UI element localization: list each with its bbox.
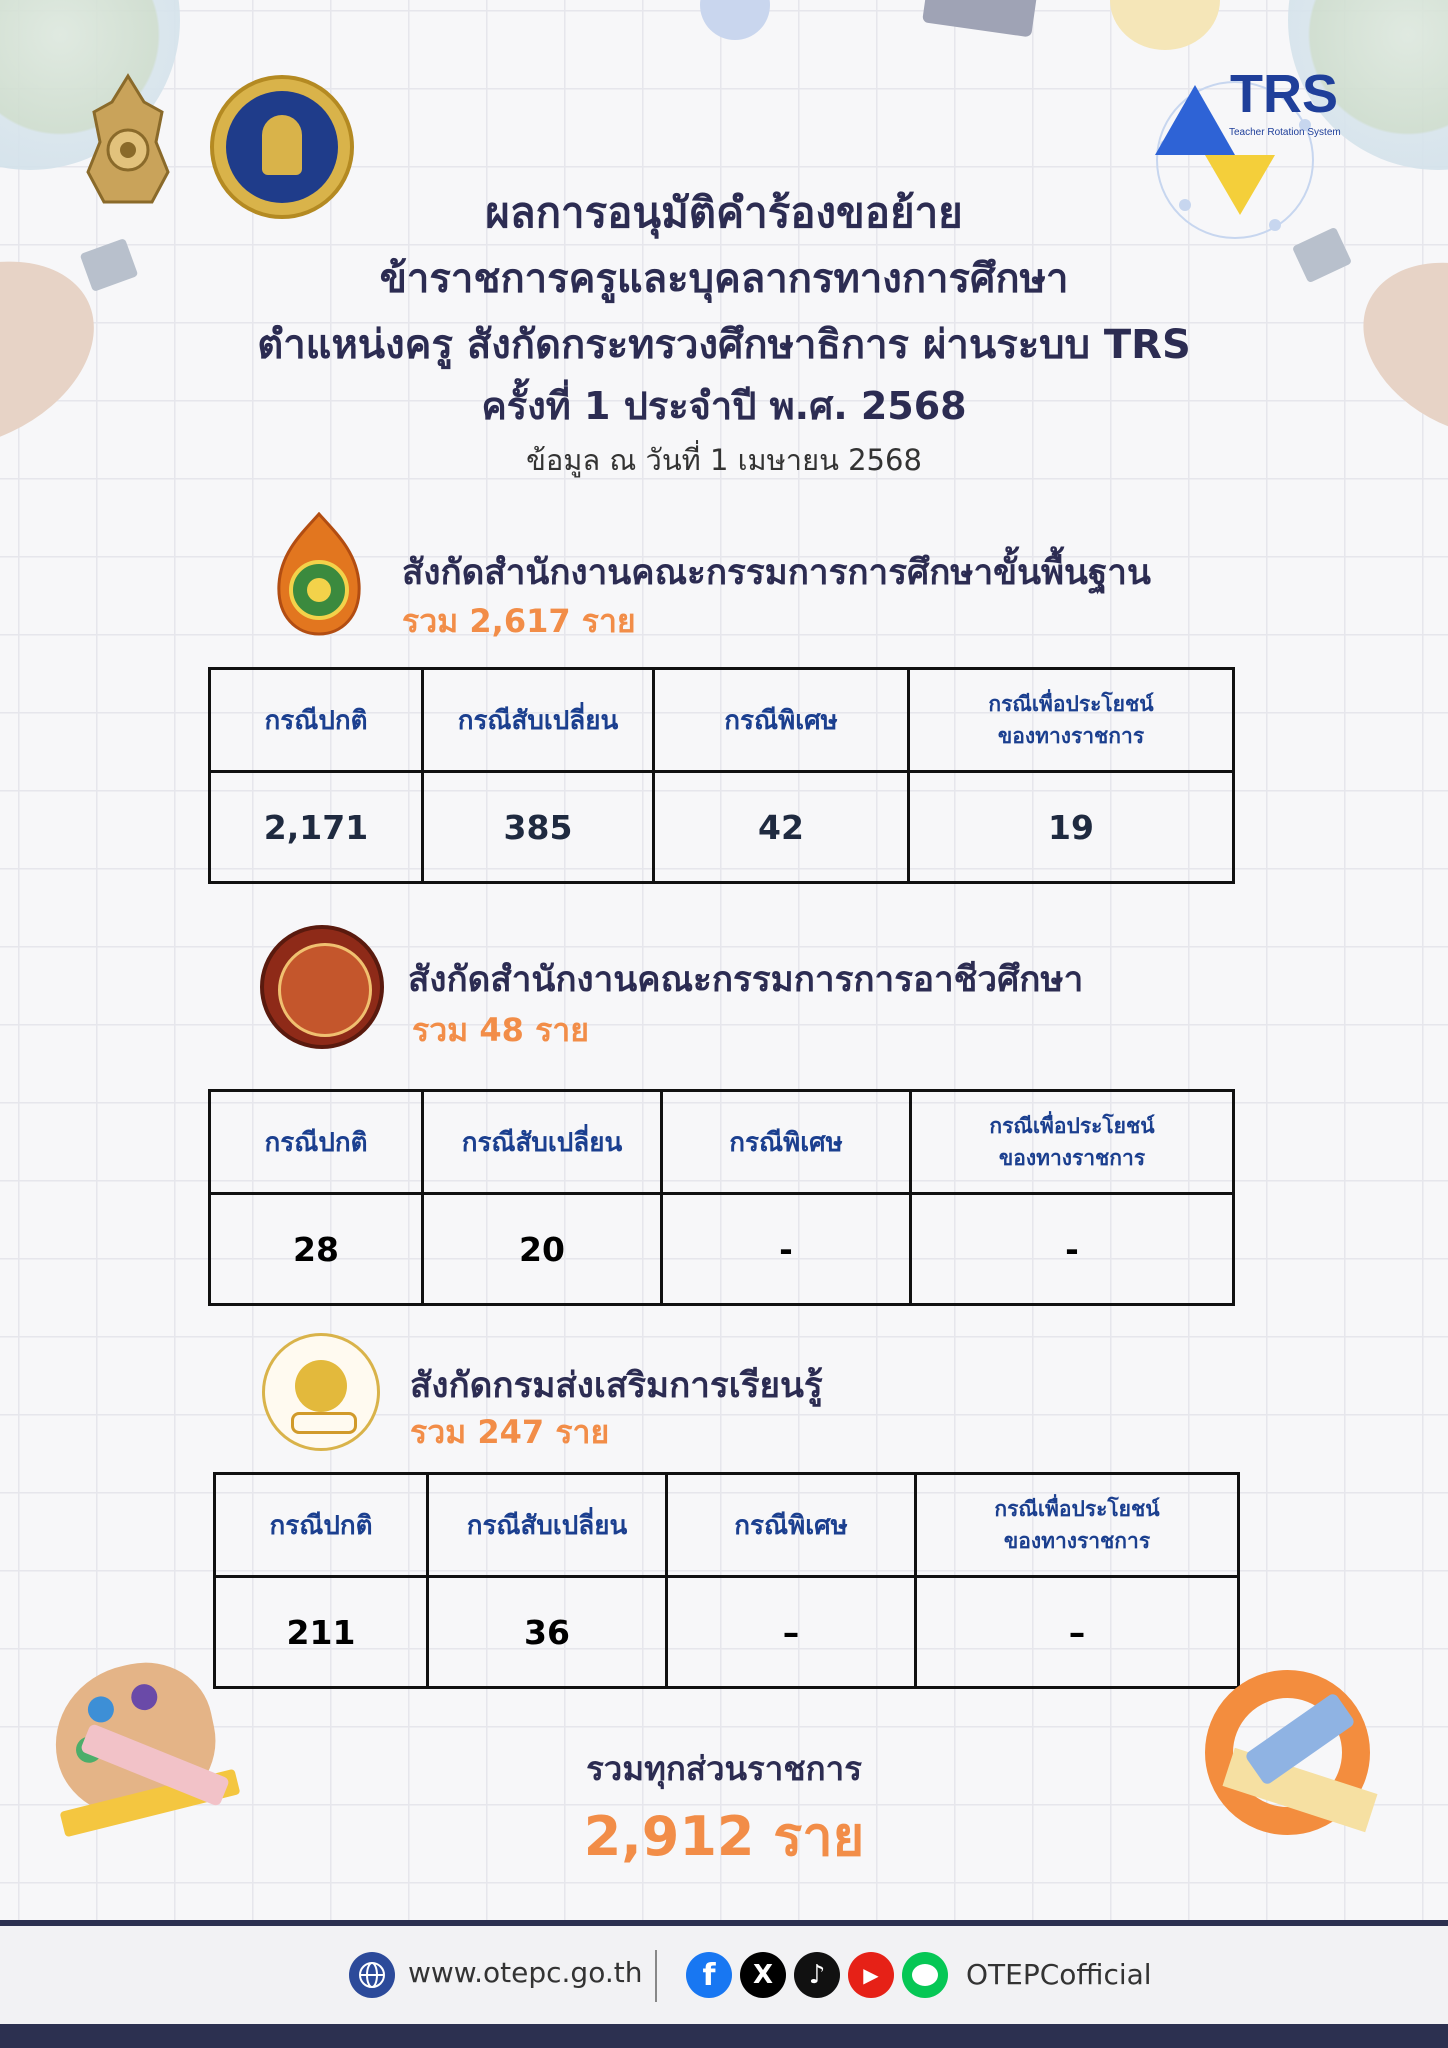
col-header-benefit: กรณีเพื่อประโยชน์ ของทางราชการ — [909, 669, 1234, 772]
value-normal: 2,171 — [210, 772, 423, 883]
social-handle[interactable]: OTEPCofficial — [966, 1958, 1152, 1991]
value-benefit: 19 — [909, 772, 1234, 883]
footer-bottom-bar — [0, 2024, 1448, 2048]
trs-logo-subtitle: Teacher Rotation System — [1229, 127, 1341, 138]
title-line-3: ตำแหน่งครู สังกัดกระทรวงศึกษาธิการ ผ่านระบบ TRS — [257, 322, 1191, 368]
col-header-special: กรณีพิเศษ — [654, 669, 909, 772]
footer-divider — [655, 1950, 657, 2002]
col-header-benefit: กรณีเพื่อประโยชน์ ของทางราชการ — [911, 1091, 1234, 1194]
col-header-benefit: กรณีเพื่อประโยชน์ ของทางราชการ — [916, 1474, 1239, 1577]
section-3-table — [213, 1472, 1240, 1689]
section-3-name: สังกัดกรมส่งเสริมการเรียนรู้ — [410, 1366, 823, 1406]
grand-total-value: 2,912 ราย — [583, 1805, 865, 1868]
section-1-total: รวม 2,617 ราย — [402, 602, 636, 640]
title-line-1: ผลการอนุมัติคำร้องขอย้าย — [485, 188, 963, 237]
ball-decoration — [700, 0, 770, 40]
col-header-normal: กรณีปกติ — [210, 669, 423, 772]
col-header-swap: กรณีสับเปลี่ยน — [428, 1474, 667, 1577]
value-special: – — [667, 1577, 916, 1688]
section-2-table — [208, 1089, 1235, 1306]
col-header-normal: กรณีปกติ — [215, 1474, 428, 1577]
line-icon[interactable] — [902, 1952, 948, 1998]
value-swap: 385 — [423, 772, 654, 883]
title-line-4: ครั้งที่ 1 ประจำปี พ.ศ. 2568 — [481, 384, 967, 428]
value-swap: 36 — [428, 1577, 667, 1688]
website-link[interactable]: www.otepc.go.th — [408, 1956, 643, 1989]
value-normal: 211 — [215, 1577, 428, 1688]
footer — [0, 1920, 1448, 2030]
vec-emblem-icon — [260, 925, 384, 1049]
value-swap: 20 — [423, 1194, 662, 1305]
col-header-special: กรณีพิเศษ — [667, 1474, 916, 1577]
section-1-table — [208, 667, 1235, 884]
youtube-icon[interactable]: ▶ — [848, 1952, 894, 1998]
facebook-icon[interactable]: f — [686, 1952, 732, 1998]
title-line-2: ข้าราชการครูและบุคลากรทางการศึกษา — [379, 256, 1069, 302]
section-2-name: สังกัดสำนักงานคณะกรรมการการอาชีวศึกษา — [408, 960, 1084, 1000]
data-date-note: ข้อมูล ณ วันที่ 1 เมษายน 2568 — [526, 443, 922, 477]
x-icon[interactable]: X — [740, 1952, 786, 1998]
value-benefit: – — [916, 1577, 1239, 1688]
grand-total-label: รวมทุกส่วนราชการ — [586, 1749, 862, 1788]
value-special: - — [662, 1194, 911, 1305]
page-title — [0, 180, 1448, 486]
col-header-swap: กรณีสับเปลี่ยน — [423, 1091, 662, 1194]
col-header-normal: กรณีปกติ — [210, 1091, 423, 1194]
section-1-name: สังกัดสำนักงานคณะกรรมการการศึกษาขั้นพื้นฐาน — [402, 553, 1151, 593]
tiktok-icon[interactable]: ♪ — [794, 1952, 840, 1998]
globe-icon — [349, 1952, 395, 1998]
col-header-swap: กรณีสับเปลี่ยน — [423, 669, 654, 772]
dole-emblem-icon — [262, 1333, 380, 1451]
trs-logo-text: TRS — [1230, 64, 1338, 124]
value-special: 42 — [654, 772, 909, 883]
book-decoration — [922, 0, 1038, 37]
section-2-total: รวม 48 ราย — [412, 1011, 589, 1049]
col-header-special: กรณีพิเศษ — [662, 1091, 911, 1194]
value-benefit: - — [911, 1194, 1234, 1305]
section-3-total: รวม 247 ราย — [410, 1413, 610, 1451]
obec-emblem-icon — [275, 512, 363, 637]
sun-decoration — [1110, 0, 1220, 50]
value-normal: 28 — [210, 1194, 423, 1305]
